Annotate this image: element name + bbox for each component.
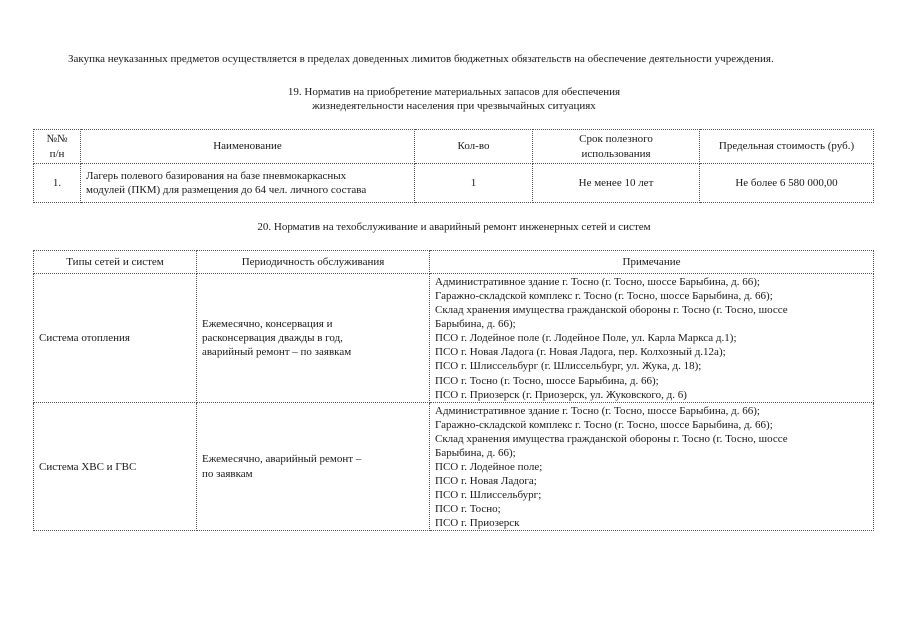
cell-qty: 1 [415, 164, 533, 203]
cell-name [81, 164, 415, 203]
section-19-title-line1: 19. Норматив на приобретение материальных запасов для обеспечения [287, 86, 621, 98]
section-19-heading [38, 85, 870, 113]
note-line: Гаражно-складской комплекс г. Тосно (г. Тосно, шоссе Барыбина, д. 66); [435, 418, 773, 431]
table-row [34, 164, 874, 203]
note-line: Административное здание г. Тосно (г. Тосно, шоссе Барыбина, д. 66); [435, 404, 760, 417]
section-19-table [33, 129, 874, 203]
note-line: Барыбина, д. 66); [435, 446, 516, 459]
col-header-name: Наименование [81, 130, 415, 164]
cell-type: Система ХВС и ГВС [34, 402, 197, 531]
col-header-num [34, 130, 81, 164]
col-header-num-line1: №№ [46, 133, 68, 146]
note-line: Склад хранения имущества гражданской обороны г. Тосно (г. Тосно, шоссе [435, 304, 788, 317]
col-header-num-line2: п/н [49, 147, 65, 160]
section-20-table [33, 250, 874, 531]
note-line: ПСО г. Тосно; [435, 503, 501, 516]
col-header-term [533, 130, 700, 164]
col-header-period: Периодичность обслуживания [197, 251, 430, 274]
col-header-cost: Предельная стоимость (руб.) [700, 130, 874, 164]
note-line: ПСО г. Лодейное поле (г. Лодейное Поле, ул. Карла Маркса д.1); [435, 332, 737, 345]
col-header-term-line2: использования [581, 147, 651, 160]
note-line: ПСО г. Приозерск (г. Приозерск, ул. Жуковского, д. 6) [435, 388, 687, 401]
cell-period-line2: расконсервация дважды в год, [202, 331, 343, 344]
cell-name-line2: модулей (ПКМ) для размещения до 64 чел. личного состава [86, 184, 367, 196]
note-line: ПСО г. Шлиссельбург; [435, 489, 542, 502]
note-line: ПСО г. Приозерск [435, 517, 520, 530]
note-line: Административное здание г. Тосно (г. Тосно, шоссе Барыбина, д. 66); [435, 276, 760, 288]
cell-period [197, 274, 430, 403]
cell-note [430, 402, 874, 531]
note-line: ПСО г. Новая Ладога (г. Новая Ладога, пер. Колхозный д.12а); [435, 346, 726, 359]
table-header-row [34, 251, 874, 274]
cell-name-line1: Лагерь полевого базирования на базе пневмокаркасных [86, 169, 347, 182]
cell-period-line2: по заявкам [202, 467, 253, 480]
cell-period [197, 402, 430, 531]
table-row [34, 274, 874, 403]
section-20-heading: 20. Норматив на техобслуживание и аварийный ремонт инженерных сетей и систем [257, 221, 651, 233]
cell-cost: Не более 6 580 000,00 [700, 164, 874, 203]
cell-note [430, 274, 874, 403]
cell-type: Система отопления [34, 274, 197, 403]
note-line: Склад хранения имущества гражданской обороны г. Тосно (г. Тосно, шоссе [435, 432, 788, 445]
cell-num: 1. [34, 164, 81, 203]
note-line: ПСО г. Новая Ладога; [435, 475, 537, 488]
note-line: Гаражно-складской комплекс г. Тосно (г. Тосно, шоссе Барыбина, д. 66); [435, 290, 773, 303]
cell-term: Не менее 10 лет [533, 164, 700, 203]
table-header-row [34, 130, 874, 164]
intro-paragraph: Закупка неуказанных предметов осуществляется в пределах доведенных лимитов бюджетных обязательств на обеспечение деятельности учреждения. [68, 53, 774, 65]
note-line: ПСО г. Шлиссельбург (г. Шлиссельбург, ул. Жука, д. 18); [435, 360, 702, 373]
note-line: ПСО г. Тосно (г. Тосно, шоссе Барыбина, д. 66); [435, 374, 659, 387]
col-header-qty: Кол-во [415, 130, 533, 164]
table-row [34, 402, 874, 531]
col-header-note: Примечание [430, 251, 874, 274]
col-header-term-line1: Срок полезного [579, 133, 653, 146]
section-19-title-line2: жизнедеятельности населения при чрезвычайных ситуациях [312, 100, 596, 113]
cell-period-line3: аварийный ремонт – по заявкам [202, 345, 352, 358]
note-line: Барыбина, д. 66); [435, 318, 516, 331]
cell-period-line1: Ежемесячно, аварийный ремонт – [202, 453, 362, 466]
cell-period-line1: Ежемесячно, консервация и [202, 317, 333, 330]
note-line: ПСО г. Лодейное поле; [435, 461, 543, 474]
col-header-type: Типы сетей и систем [34, 251, 197, 274]
